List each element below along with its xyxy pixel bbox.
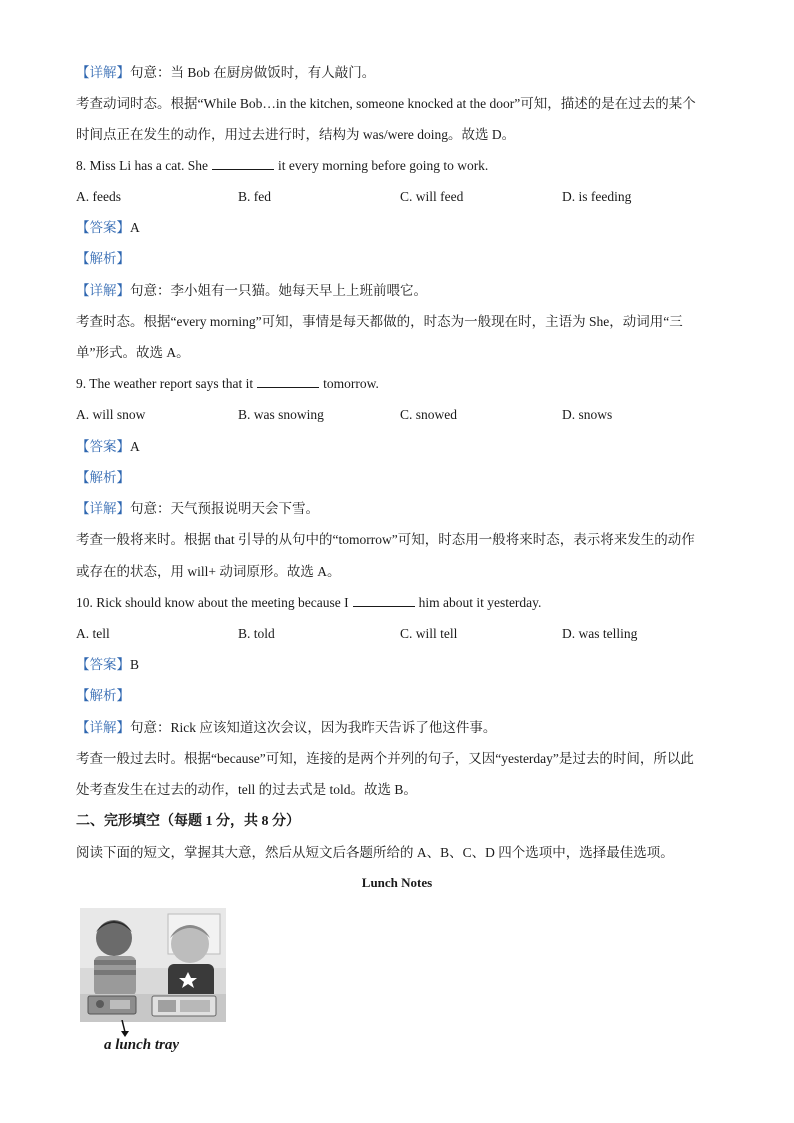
- q10-answer-line: 【答案】B: [76, 657, 140, 672]
- q7-detail-line: [76, 64, 375, 82]
- q7-detail-text: 句意：当 Bob 在厨房做饭时，有人敲门。: [130, 65, 376, 80]
- q9-option-a: A. will snow: [76, 407, 146, 422]
- q10-option-b: B. told: [238, 626, 275, 641]
- q9-explain-line-1: 考查一般将来时。根据 that 引导的从句中的“tomorrow”可知，时态用一般将来时态，表示将来发生的动作: [76, 532, 695, 547]
- q9-explain-line-2: 或存在的状态，用 will+ 动词原形。故选 A。: [76, 564, 341, 579]
- answer-blank: [353, 594, 415, 607]
- q9-analysis-tag: 【解析】: [76, 470, 130, 485]
- answer-blank: [212, 157, 274, 170]
- arrow-down-icon: [118, 1020, 132, 1038]
- q10-option-c: C. will tell: [400, 626, 458, 641]
- q9-option-b: B. was snowing: [238, 407, 324, 422]
- q10-explain-line-2: 处考查发生在过去的动作，tell 的过去式是 told。故选 B。: [76, 782, 417, 797]
- q8-answer-line: 【答案】A: [76, 220, 140, 235]
- q9-option-c: C. snowed: [400, 407, 457, 422]
- q10-option-a: A. tell: [76, 626, 110, 641]
- q8-explain-line-1: 考查时态。根据“every morning”可知，事情是每天都做的，时态为一般现在时，主语为 She，动词用“三: [76, 314, 683, 329]
- q8-detail-line: 【详解】句意：李小姐有一只猫。她每天早上上班前喂它。: [76, 283, 427, 298]
- q8-option-b: B. fed: [238, 189, 271, 204]
- q9-stem: 9. The weather report says that it tomorrow.: [76, 376, 379, 391]
- section-instruction: 阅读下面的短文，掌握其大意，然后从短文后各题所给的 A、B、C、D 四个选项中，选择最佳选项。: [76, 845, 674, 860]
- passage-title: Lunch Notes: [361, 875, 433, 890]
- q9-detail-line: 【详解】句意：天气预报说明天会下雪。: [76, 501, 319, 516]
- q8-explain-line-2: 单”形式。故选 A。: [76, 345, 190, 360]
- q10-stem: 10. Rick should know about the meeting because I him about it yesterday.: [76, 595, 542, 610]
- q8-option-d: D. is feeding: [562, 189, 632, 204]
- q10-option-d: D. was telling: [562, 626, 638, 641]
- q10-explain-line-1: 考查一般过去时。根据“because”可知，连接的是两个并列的句子，又因“yesterday”是过去的时间，所以此: [76, 751, 694, 766]
- answer-blank: [257, 375, 319, 388]
- q7-explain-line-2: 时间点正在发生的动作，用过去进行时，结构为 was/were doing。故选 D。: [76, 127, 516, 142]
- q8-analysis-tag: 【解析】: [76, 251, 130, 266]
- q9-answer-line: 【答案】A: [76, 439, 140, 454]
- q8-option-a: A. feeds: [76, 189, 121, 204]
- lunch-illustration: [80, 908, 226, 1022]
- section-heading: 二、完形填空（每题 1 分，共 8 分）: [76, 814, 300, 829]
- q10-detail-line: 【详解】句意：Rick 应该知道这次会议，因为我昨天告诉了他这件事。: [76, 720, 497, 735]
- q8-option-c: C. will feed: [400, 189, 464, 204]
- q10-analysis-tag: 【解析】: [76, 688, 130, 703]
- image-caption: a lunch tray: [104, 1037, 180, 1053]
- q7-explain-line-1: 考查动词时态。根据“While Bob…in the kitchen, someone knocked at the door”可知，描述的是在过去的某个: [76, 96, 696, 111]
- q8-stem: 8. Miss Li has a cat. She it every morning before going to work.: [76, 158, 489, 173]
- detail-tag: 【详解】: [76, 65, 130, 80]
- q9-option-d: D. snows: [562, 407, 613, 422]
